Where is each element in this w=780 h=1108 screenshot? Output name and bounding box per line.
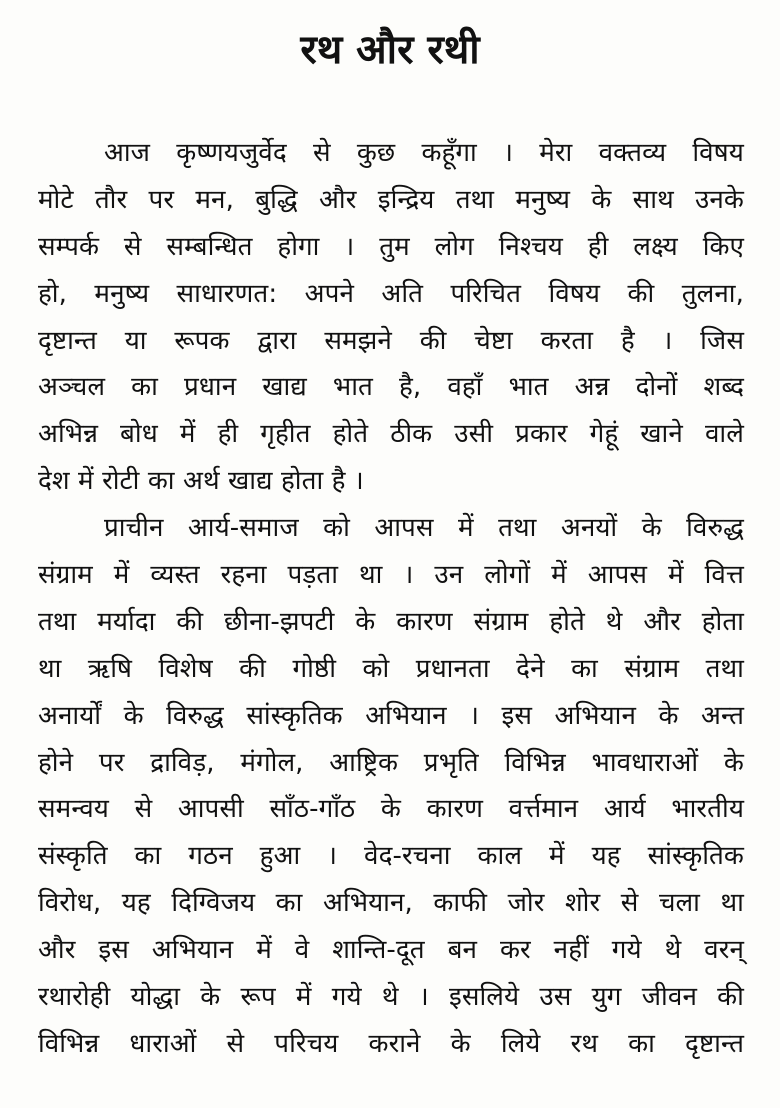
text-line: मोटे तौर पर मन, बुद्धि और इन्द्रिय तथा मनुष्य के साथ उनके: [38, 184, 744, 215]
paragraph-1: [38, 130, 744, 505]
page-title: रथ और रथी: [300, 27, 480, 73]
text-line: दृष्टान्त या रूपक द्वारा समझने की चेष्टा करता है । जिस: [38, 325, 744, 356]
text-line: विरोध, यह दिग्विजय का अभियान, काफी जोर शोर से चला था: [38, 888, 744, 919]
text-line: आज कृष्णयजुर्वेद से कुछ कहूँगा । मेरा वक्तव्य विषय: [104, 138, 744, 168]
text-line: था ऋषि विशेष की गोष्ठी को प्रधानता देने का संग्राम तथा: [38, 653, 744, 684]
text-line: अनार्यों के विरुद्ध सांस्कृतिक अभियान । इस अभियान के अन्त: [38, 700, 744, 731]
text-line: समन्वय से आपसी साँठ-गाँठ के कारण वर्त्तमान आर्य भारतीय: [38, 794, 744, 825]
text-line: रथारोही योद्धा के रूप में गये थे । इसलिये उस युग जीवन की: [38, 982, 744, 1013]
text-line: अञ्चल का प्रधान खाद्य भात है, वहाँ भात अन्न दोनों शब्द: [38, 372, 744, 403]
text-line: तथा मर्यादा की छीना-झपटी के कारण संग्राम होते थे और होता: [38, 606, 744, 637]
paragraph-2: [38, 505, 744, 1068]
text-line: विभिन्न धाराओं से परिचय कराने के लिये रथ का दृष्टान्त: [38, 1028, 744, 1059]
text-line: हो, मनुष्य साधारणत: अपने अति परिचित विषय की तुलना,: [38, 278, 744, 309]
text-line: प्राचीन आर्य-समाज को आपस में तथा अनयों के विरुद्ध: [104, 513, 744, 544]
text-line: संग्राम में व्यस्त रहना पड़ता था । उन लोगों में आपस में वित्त: [38, 560, 744, 591]
text-line: और इस अभियान में वे शान्ति-दूत बन कर नहीं गये थे वरन्: [38, 935, 744, 966]
text-line: देश में रोटी का अर्थ खाद्य होता है ।: [38, 466, 364, 497]
text-line: संस्कृति का गठन हुआ । वेद-रचना काल में यह सांस्कृतिक: [38, 841, 744, 872]
text-line: सम्पर्क से सम्बन्धित होगा । तुम लोग निश्चय ही लक्ष्य किए: [38, 231, 744, 262]
text-line: अभिन्न बोध में ही गृहीत होते ठीक उसी प्रकार गेहूं खाने वाले: [38, 419, 744, 450]
text-line: होने पर द्राविड़, मंगोल, आष्ट्रिक प्रभृति विभिन्न भावधाराओं के: [38, 747, 744, 778]
body-text: [38, 130, 744, 1068]
